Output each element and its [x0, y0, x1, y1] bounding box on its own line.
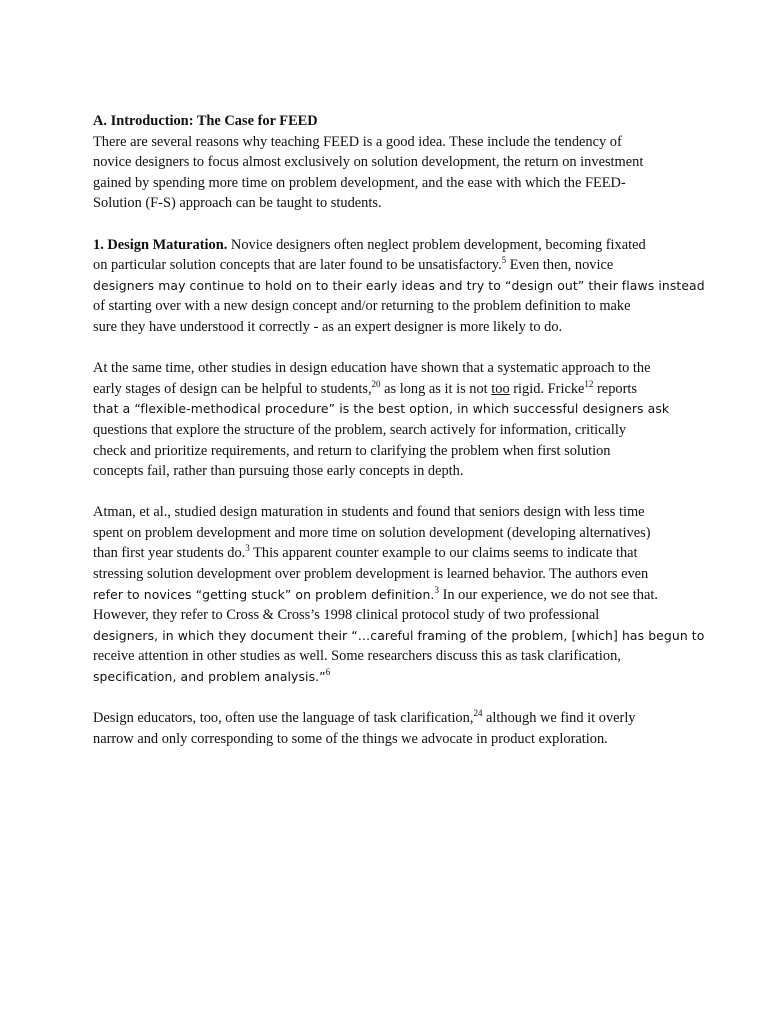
text-segment: In our experience, we do not see that.: [438, 586, 658, 603]
text-segment: Novice designers often neglect problem development, becoming fixated: [230, 236, 646, 253]
text-line: Atman, et al., studied design maturation in students and found that seniors design with less time: [93, 504, 645, 521]
text-line: Solution (F-S) approach can be taught to students.: [93, 195, 382, 212]
text-segment: although we find it overly: [482, 710, 636, 727]
text-line: of starting over with a new design concept and/or returning to the problem definition to make: [93, 298, 631, 315]
atman-study-paragraph: [93, 502, 705, 687]
text-line: [93, 708, 681, 729]
subsection-heading: 1. Design Maturation.: [93, 236, 228, 253]
text-line: [93, 255, 681, 276]
text-line: stressing solution development over problem development is learned behavior. The authors even: [93, 566, 649, 583]
citation-superscript: 20: [371, 378, 381, 389]
text-line: gained by spending more time on problem development, and the ease with which the FEED-: [93, 174, 626, 191]
text-segment: reports: [593, 380, 637, 397]
citation-superscript: 12: [584, 378, 594, 389]
citation-superscript: 24: [473, 708, 483, 719]
text-segment: Design educators, too, often use the language of task clarification,: [93, 710, 474, 727]
text-line: There are several reasons why teaching FEED is a good idea. These include the tendency of: [93, 133, 622, 150]
underlined-word: too: [491, 380, 510, 397]
design-maturation-paragraph: [93, 235, 705, 338]
text-segment: specification, and problem analysis.”: [93, 669, 326, 685]
text-line: narrow and only corresponding to some of the things we advocate in product exploration.: [93, 730, 608, 747]
text-line: [93, 585, 681, 606]
section-heading: A. Introduction: The Case for FEED: [93, 113, 318, 129]
text-line: At the same time, other studies in design education have shown that a systematic approach to the: [93, 360, 651, 377]
text-line: novice designers to focus almost exclusively on solution development, the return on investment: [93, 154, 644, 171]
intro-paragraph: [93, 111, 681, 214]
text-line: questions that explore the structure of the problem, search actively for information, critically: [93, 421, 627, 438]
text-line: However, they refer to Cross & Cross’s 1998 clinical protocol study of two professional: [93, 607, 600, 624]
text-line: [93, 543, 681, 564]
text-line: receive attention in other studies as well. Some researchers discuss this as task clarification,: [93, 648, 621, 665]
citation-superscript: 5: [501, 255, 507, 266]
citation-superscript: 3: [434, 584, 439, 595]
document-body: [93, 111, 705, 770]
text-segment: refer to novices “getting stuck” on problem definition.: [93, 586, 435, 602]
text-line: designers may continue to hold on to their early ideas and try to “design out” their flaws instead: [93, 277, 705, 293]
text-segment: Even then, novice: [506, 257, 614, 274]
text-segment: than first year students do.: [93, 545, 246, 562]
text-line: [93, 667, 681, 688]
systematic-approach-paragraph: [93, 358, 681, 482]
text-line: concepts fail, rather than pursuing those early concepts in depth.: [93, 463, 464, 480]
text-segment: as long as it is not: [380, 380, 492, 397]
text-line: check and prioritize requirements, and return to clarifying the problem when first solution: [93, 442, 611, 459]
citation-superscript: 3: [245, 543, 250, 554]
citation-superscript: 6: [325, 667, 331, 678]
text-line: sure they have understood it correctly - as an expert designer is more likely to do.: [93, 318, 563, 335]
text-line: [93, 235, 681, 256]
text-line: spent on problem development and more time on solution development (developing alternatives): [93, 524, 651, 541]
text-segment: rigid. Fricke: [509, 380, 585, 397]
text-line: [93, 379, 681, 400]
text-segment: on particular solution concepts that are later found to be unsatisfactory.: [93, 257, 502, 274]
text-line: designers, in which they document their “…careful framing of the problem, [which] has begun to: [93, 627, 705, 643]
text-line: that a “flexible-methodical procedure” is the best option, in which successful designers ask: [93, 401, 670, 417]
text-segment: early stages of design can be helpful to students,: [93, 380, 372, 397]
text-segment: This apparent counter example to our claims seems to indicate that: [249, 545, 638, 562]
task-clarification-paragraph: [93, 708, 681, 749]
